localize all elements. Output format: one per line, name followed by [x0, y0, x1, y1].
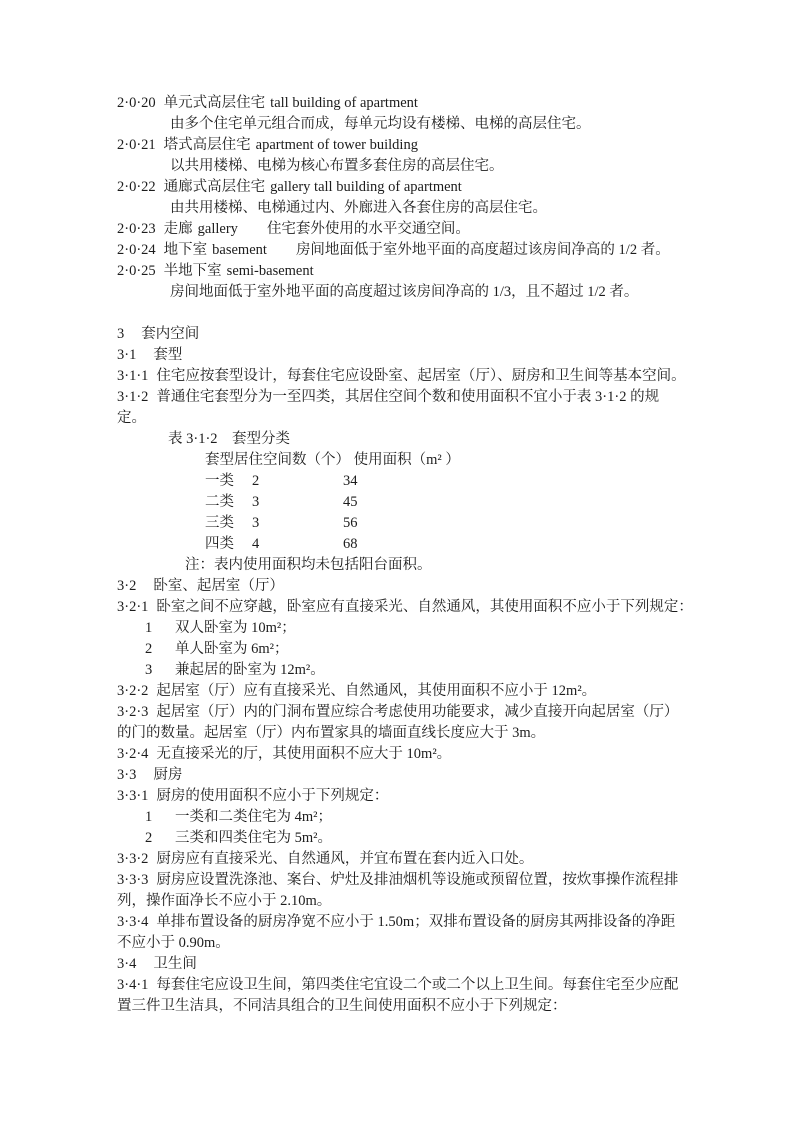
- cell-type: 一类: [205, 473, 234, 489]
- term-en: apartment of tower building: [255, 137, 418, 153]
- table-note: 注：表内使用面积均未包括阳台面积。: [185, 557, 432, 573]
- glossary-definition-2-0-20: 由多个住宅单元组合而成，每单元均设有楼梯、电梯的高层住宅。: [170, 116, 591, 132]
- term-en: tall building of apartment: [270, 95, 418, 111]
- clause-text: 起居室（厅）应有直接采光、自然通风，其使用面积不应小于 12m²。: [156, 683, 597, 699]
- list-item-2: [145, 639, 727, 660]
- clause-3-2-4: [117, 744, 727, 765]
- chapter-title: 套内空间: [141, 326, 200, 342]
- table-3-1-2-header: 套型居住空间数（个） 使用面积（m² ）: [205, 452, 460, 468]
- definition-text: 房间地面低于室外地平面的高度超过该房间净高的 1/2 者。: [295, 242, 670, 258]
- clause-number: 3·2·4: [117, 746, 149, 762]
- section-title: 卧室、起居室（厅）: [153, 578, 284, 594]
- clause-text: 单排布置设备的厨房净宽不应小于 1.50m；双排布置设备的厨房其两排设备的净距: [156, 914, 676, 930]
- clause-number: 3·2·3: [117, 704, 149, 720]
- clause-text: 住宅应按套型设计，每套住宅应设卧室、起居室（厅）、厨房和卫生间等基本空间。: [156, 368, 686, 384]
- clause-3-3-4: [117, 912, 727, 933]
- section-3-1-heading: [117, 345, 727, 366]
- clause-number: 3·2·1: [117, 599, 149, 615]
- clause-number: 2·0·25: [117, 263, 156, 279]
- section-number: 3·3: [117, 767, 137, 783]
- clause-3-2-2: [117, 681, 727, 702]
- clause-number: 2·0·24: [117, 242, 156, 258]
- section-number: 3·2: [117, 578, 137, 594]
- cell-rooms: 2: [252, 473, 260, 489]
- term-en: gallery: [197, 221, 238, 237]
- section-number: 3·4: [117, 956, 137, 972]
- glossary-entry-2-0-23: [117, 219, 727, 240]
- glossary-entry-2-0-22: [117, 177, 727, 198]
- clause-3-1-1: [117, 366, 727, 387]
- item-text: 单人卧室为 6m²；: [175, 641, 289, 657]
- clause-3-3-2: [117, 849, 727, 870]
- table-row-class-2: [205, 492, 727, 513]
- cell-type: 三类: [205, 515, 234, 531]
- term-en: gallery tall building of apartment: [270, 179, 462, 195]
- clause-number: 3·3·4: [117, 914, 149, 930]
- table-row-class-4: [205, 534, 727, 555]
- clause-3-1-2-continued: 定。: [117, 410, 146, 426]
- glossary-entry-2-0-25: [117, 261, 727, 282]
- term-zh: 走廊: [163, 221, 193, 237]
- clause-number: 2·0·23: [117, 221, 156, 237]
- cell-rooms: 3: [252, 494, 260, 510]
- clause-text: 无直接采光的厅，其使用面积不应大于 10m²。: [156, 746, 452, 762]
- cell-rooms: 3: [252, 515, 260, 531]
- section-3-3-heading: [117, 765, 727, 786]
- item-text: 三类和四类住宅为 5m²。: [175, 830, 332, 846]
- term-en: semi-basement: [226, 263, 314, 279]
- section-3-4-heading: [117, 954, 727, 975]
- glossary-entry-2-0-21: [117, 135, 727, 156]
- glossary-entry-2-0-24: [117, 240, 727, 261]
- clause-number: 3·1·1: [117, 368, 149, 384]
- definition-text: 住宅套外使用的水平交通空间。: [266, 221, 470, 237]
- clause-3-3-3-continued: 列，操作面净长不应小于 2.10m。: [117, 893, 332, 909]
- clause-3-2-1: [117, 597, 727, 618]
- section-title: 套型: [153, 347, 183, 363]
- table-3-1-2-title: 表 3·1·2 套型分类: [168, 431, 291, 447]
- clause-text: 卧室之间不应穿越，卧室应有直接采光、自然通风，其使用面积不应小于下列规定：: [156, 599, 693, 615]
- blank-line: [117, 303, 727, 324]
- cell-type: 二类: [205, 494, 234, 510]
- section-title: 厨房: [153, 767, 183, 783]
- clause-3-3-1: [117, 786, 727, 807]
- cell-area: 56: [343, 515, 358, 531]
- clause-number: 2·0·21: [117, 137, 156, 153]
- clause-text: 厨房应有直接采光、自然通风，并宜布置在套内近入口处。: [156, 851, 534, 867]
- table-row-class-3: [205, 513, 727, 534]
- glossary-definition-2-0-21: 以共用楼梯、电梯为核心布置多套住房的高层住宅。: [170, 158, 504, 174]
- term-zh: 地下室: [163, 242, 208, 258]
- clause-text: 起居室（厅）内的门洞布置应综合考虑使用功能要求，减少直接开向起居室（厅）: [156, 704, 679, 720]
- clause-text: 普通住宅套型分为一至四类，其居住空间个数和使用面积不宜小于表 3·1·2 的规: [156, 389, 660, 405]
- term-zh: 通廊式高层住宅: [163, 179, 266, 195]
- section-3-2-heading: [117, 576, 727, 597]
- clause-3-1-2: [117, 387, 727, 408]
- term-zh: 塔式高层住宅: [163, 137, 251, 153]
- term-zh: 半地下室: [163, 263, 222, 279]
- clause-text: 厨房应设置洗涤池、案台、炉灶及排油烟机等设施或预留位置，按炊事操作流程排: [156, 872, 679, 888]
- clause-number: 2·0·20: [117, 95, 156, 111]
- clause-text: 厨房的使用面积不应小于下列规定：: [156, 788, 389, 804]
- item-number: 1: [145, 809, 153, 825]
- list-item-3: [145, 660, 727, 681]
- clause-3-4-1-continued: 置三件卫生洁具，不同洁具组合的卫生间使用面积不应小于下列规定：: [117, 998, 567, 1014]
- item-text: 兼起居的卧室为 12m²。: [175, 662, 325, 678]
- item-number: 3: [145, 662, 153, 678]
- glossary-definition-2-0-22: 由共用楼梯、电梯通过内、外廊进入各套住房的高层住宅。: [170, 200, 547, 216]
- cell-area: 34: [343, 473, 358, 489]
- clause-number: 2·0·22: [117, 179, 156, 195]
- clause-number: 3·2·2: [117, 683, 149, 699]
- chapter-number: 3: [117, 326, 125, 342]
- clause-number: 3·3·2: [117, 851, 149, 867]
- cell-type: 四类: [205, 536, 234, 552]
- item-text: 双人卧室为 10m²；: [175, 620, 296, 636]
- clause-3-4-1: [117, 975, 727, 996]
- clause-3-3-4-continued: 不应小于 0.90m。: [117, 935, 230, 951]
- clause-number: 3·4·1: [117, 977, 149, 993]
- term-en: basement: [212, 242, 267, 258]
- clause-3-3-3: [117, 870, 727, 891]
- glossary-entry-2-0-20: [117, 93, 727, 114]
- term-zh: 单元式高层住宅: [163, 95, 266, 111]
- cell-area: 68: [343, 536, 358, 552]
- chapter-3-heading: [117, 324, 727, 345]
- clause-3-2-3: [117, 702, 727, 723]
- item-text: 一类和二类住宅为 4m²；: [175, 809, 332, 825]
- cell-area: 45: [343, 494, 358, 510]
- section-number: 3·1: [117, 347, 137, 363]
- clause-3-2-3-continued: 的门的数量。起居室（厅）内布置家具的墙面直线长度应大于 3m。: [117, 725, 546, 741]
- clause-text: 每套住宅应设卫生间，第四类住宅宜设二个或二个以上卫生间。每套住宅至少应配: [156, 977, 679, 993]
- clause-number: 3·3·3: [117, 872, 149, 888]
- clause-number: 3·3·1: [117, 788, 149, 804]
- list-item-2: [145, 828, 727, 849]
- list-item-1: [145, 618, 727, 639]
- section-title: 卫生间: [153, 956, 197, 972]
- clause-number: 3·1·2: [117, 389, 149, 405]
- item-number: 1: [145, 620, 153, 636]
- item-number: 2: [145, 641, 153, 657]
- list-item-1: [145, 807, 727, 828]
- glossary-definition-2-0-25: 房间地面低于室外地平面的高度超过该房间净高的 1/3，且不超过 1/2 者。: [170, 284, 639, 300]
- cell-rooms: 4: [252, 536, 260, 552]
- document-body: [117, 93, 727, 1017]
- item-number: 2: [145, 830, 153, 846]
- table-row-class-1: [205, 471, 727, 492]
